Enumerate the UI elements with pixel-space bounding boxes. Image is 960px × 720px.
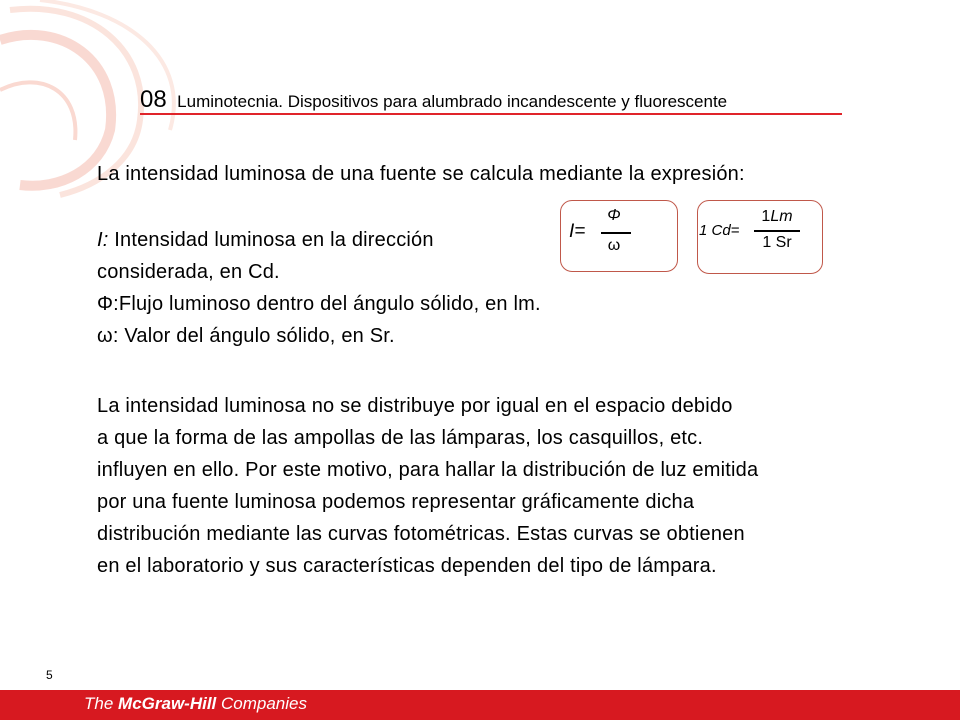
definition-solid-angle: ω: Valor del ángulo sólido, en Sr.: [97, 325, 395, 347]
definition-intensity-cont: considerada, en Cd.: [97, 261, 280, 283]
fraction-bar: [754, 230, 800, 232]
formula-denominator: 1 Sr: [762, 234, 792, 251]
formula-intensity-box: [560, 200, 678, 272]
paragraph-line: influyen en ello. Por este motivo, para hallar la distribución de luz emitida: [97, 459, 759, 481]
page-number: 5: [46, 668, 53, 682]
paragraph-line: distribución mediante las curvas fotométricas. Estas curvas se obtienen: [97, 523, 745, 545]
footer-bar: [0, 690, 960, 720]
chapter-number: 08: [140, 86, 167, 113]
publisher-logo: The McGraw-Hill Companies: [84, 694, 307, 713]
formula-lhs: 1 Cd=: [699, 222, 740, 239]
definition-symbol: I:: [97, 229, 109, 251]
formula-numerator: 1Lm: [761, 208, 793, 225]
paragraph-line: en el laboratorio y sus características dependen del tipo de lámpara.: [97, 555, 717, 577]
formula-lhs: I=: [569, 221, 586, 242]
fraction-bar: [601, 232, 631, 234]
chapter-title: Luminotecnia. Dispositivos para alumbrado incandescente y fluorescente: [177, 92, 728, 111]
formula-numerator: Φ: [607, 207, 621, 224]
slide-header: [140, 86, 727, 114]
definition-intensity: [97, 224, 434, 256]
definition-flux: Φ:Flujo luminoso dentro del ángulo sólido, en lm.: [97, 293, 541, 315]
paragraph-line: a que la forma de las ampollas de las lámparas, los casquillos, etc.: [97, 427, 704, 449]
definition-text: Intensidad luminosa en la dirección: [108, 229, 434, 251]
header-divider: [140, 113, 842, 115]
intro-text: La intensidad luminosa de una fuente se calcula mediante la expresión:: [97, 163, 745, 185]
formula-denominator: ω: [607, 237, 621, 254]
formula-candela-box: [697, 200, 823, 274]
paragraph-line: La intensidad luminosa no se distribuye por igual en el espacio debido: [97, 395, 733, 417]
paragraph-line: por una fuente luminosa podemos representar gráficamente dicha: [97, 491, 695, 513]
